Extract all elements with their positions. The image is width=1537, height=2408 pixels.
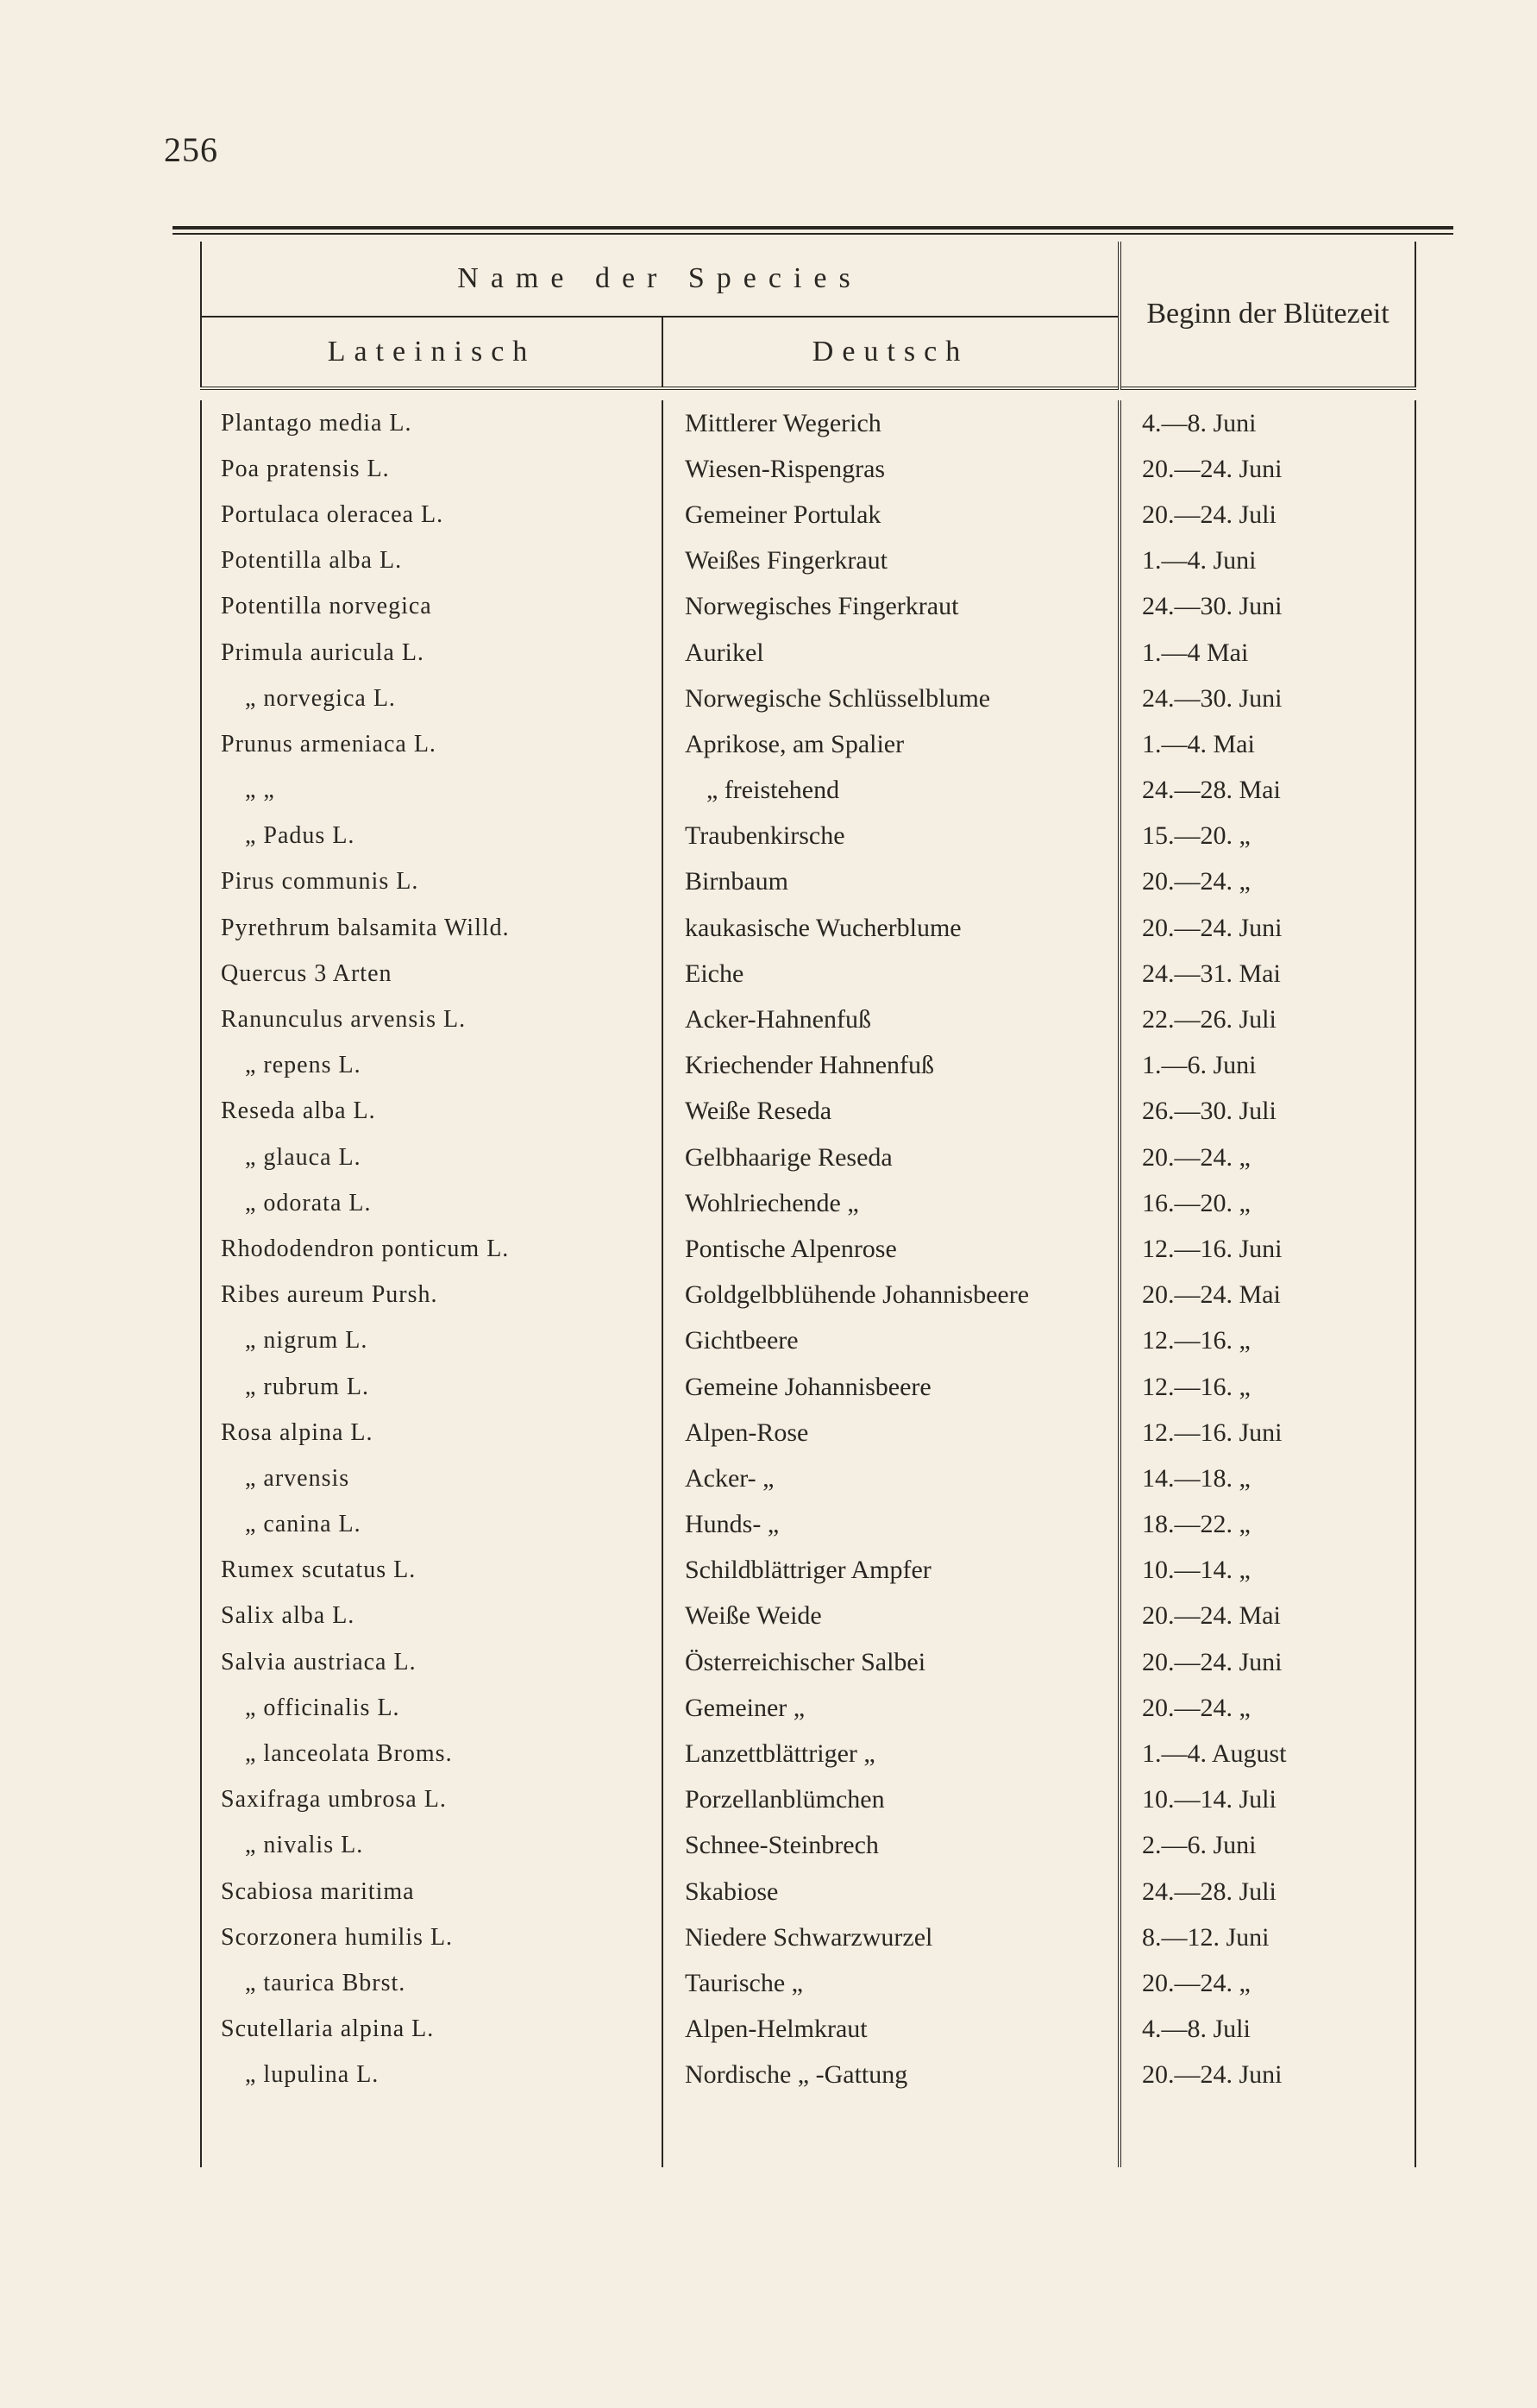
latin-name-cell: Rumex scutatus L.: [201, 1548, 662, 1594]
latin-name-cell: Potentilla alba L.: [201, 538, 662, 584]
latin-name-cell: Portulaca oleracea L.: [201, 492, 662, 538]
latin-name-cell: „ nivalis L.: [201, 1823, 662, 1869]
latin-name-cell: Saxifraga umbrosa L.: [201, 1777, 662, 1823]
bloom-date-cell: 12.—16. Juni: [1120, 1410, 1415, 1455]
german-name-cell: Wohlriechende „: [662, 1180, 1120, 1226]
table-row: [201, 1914, 1415, 1960]
bloom-date-cell: 20.—24. Juni: [1120, 2053, 1415, 2098]
bloom-date-cell: 12.—16. Juni: [1120, 1226, 1415, 1272]
german-name-cell: Lanzettblättriger „: [662, 1731, 1120, 1776]
table-row: [201, 1135, 1415, 1180]
bloom-date-cell: 12.—16. „: [1120, 1318, 1415, 1364]
table-row: [201, 584, 1415, 630]
page-number: 256: [164, 130, 218, 169]
german-name-cell: Schnee-Steinbrech: [662, 1823, 1120, 1869]
table-row: [201, 1869, 1415, 1914]
german-name-cell: Gelbhaarige Reseda: [662, 1135, 1120, 1180]
latin-name-cell: „ officinalis L.: [201, 1685, 662, 1731]
header-name-of-species: Name der Species: [201, 242, 1120, 317]
german-name-cell: Gemeiner Portulak: [662, 492, 1120, 538]
german-name-cell: Eiche: [662, 951, 1120, 997]
bloom-date-cell: 22.—26. Juli: [1120, 997, 1415, 1042]
german-name-cell: Mittlerer Wegerich: [662, 400, 1120, 446]
species-table: [200, 242, 1416, 2167]
table-row: [201, 538, 1415, 584]
german-name-cell: Gemeiner „: [662, 1685, 1120, 1731]
latin-name-cell: Rosa alpina L.: [201, 1410, 662, 1455]
bloom-date-cell: 24.—28. Mai: [1120, 768, 1415, 814]
german-name-cell: Kriechender Hahnenfuß: [662, 1043, 1120, 1089]
latin-name-cell: Scutellaria alpina L.: [201, 2007, 662, 2053]
bloom-date-cell: 20.—24. Juni: [1120, 446, 1415, 492]
bloom-date-cell: 8.—12. Juni: [1120, 1914, 1415, 1960]
latin-name-cell: „ repens L.: [201, 1043, 662, 1089]
latin-name-cell: „ odorata L.: [201, 1180, 662, 1226]
table-bottom-spacer: [201, 2098, 1415, 2167]
latin-name-cell: „ Padus L.: [201, 814, 662, 859]
bloom-date-cell: 1.—4 Mai: [1120, 630, 1415, 676]
german-name-cell: Skabiose: [662, 1869, 1120, 1914]
latin-name-cell: Primula auricula L.: [201, 630, 662, 676]
german-name-cell: Österreichischer Salbei: [662, 1639, 1120, 1685]
bloom-date-cell: 4.—8. Juni: [1120, 400, 1415, 446]
latin-name-cell: „ glauca L.: [201, 1135, 662, 1180]
header-german: Deutsch: [662, 317, 1120, 388]
latin-name-cell: „ „: [201, 768, 662, 814]
german-name-cell: Acker-Hahnenfuß: [662, 997, 1120, 1042]
latin-name-cell: Reseda alba L.: [201, 1089, 662, 1135]
bloom-date-cell: 20.—24. Juni: [1120, 905, 1415, 951]
bloom-date-cell: 1.—4. Juni: [1120, 538, 1415, 584]
latin-name-cell: „ rubrum L.: [201, 1364, 662, 1410]
german-name-cell: Traubenkirsche: [662, 814, 1120, 859]
german-name-cell: Taurische „: [662, 1960, 1120, 2006]
german-name-cell: Gemeine Johannisbeere: [662, 1364, 1120, 1410]
bloom-date-cell: 20.—24. „: [1120, 1135, 1415, 1180]
bloom-date-cell: 24.—30. Juni: [1120, 676, 1415, 721]
table-row: [201, 859, 1415, 905]
header-latin: Lateinisch: [201, 317, 662, 388]
latin-name-cell: Prunus armeniaca L.: [201, 721, 662, 767]
table-row: [201, 1685, 1415, 1731]
german-name-cell: Aurikel: [662, 630, 1120, 676]
german-name-cell: Niedere Schwarzwurzel: [662, 1914, 1120, 1960]
latin-name-cell: Quercus 3 Arten: [201, 951, 662, 997]
table-row: [201, 1410, 1415, 1455]
bloom-date-cell: 10.—14. „: [1120, 1548, 1415, 1594]
table-row: [201, 1823, 1415, 1869]
latin-name-cell: Poa pratensis L.: [201, 446, 662, 492]
bloom-date-cell: 20.—24. Mai: [1120, 1594, 1415, 1639]
table-row: [201, 1502, 1415, 1548]
bloom-date-cell: 15.—20. „: [1120, 814, 1415, 859]
german-name-cell: Birnbaum: [662, 859, 1120, 905]
latin-name-cell: Scorzonera humilis L.: [201, 1914, 662, 1960]
german-name-cell: Weiße Reseda: [662, 1089, 1120, 1135]
table-row: [201, 492, 1415, 538]
latin-name-cell: Ribes aureum Pursh.: [201, 1273, 662, 1318]
bloom-date-cell: 18.—22. „: [1120, 1502, 1415, 1548]
german-name-cell: Hunds- „: [662, 1502, 1120, 1548]
bloom-date-cell: 14.—18. „: [1120, 1455, 1415, 1501]
bloom-date-cell: 20.—24. Mai: [1120, 1273, 1415, 1318]
german-name-cell: Alpen-Rose: [662, 1410, 1120, 1455]
german-name-cell: Pontische Alpenrose: [662, 1226, 1120, 1272]
species-rows: [201, 400, 1415, 2167]
table-row: [201, 1639, 1415, 1685]
bloom-date-cell: 20.—24. Juli: [1120, 492, 1415, 538]
table-row: [201, 1273, 1415, 1318]
top-rule: [173, 226, 1453, 235]
german-name-cell: Porzellanblümchen: [662, 1777, 1120, 1823]
bloom-date-cell: 12.—16. „: [1120, 1364, 1415, 1410]
bloom-date-cell: 1.—4. August: [1120, 1731, 1415, 1776]
latin-name-cell: Potentilla norvegica: [201, 584, 662, 630]
table-row: [201, 1960, 1415, 2006]
latin-name-cell: Plantago media L.: [201, 400, 662, 446]
german-name-cell: „ freistehend: [662, 768, 1120, 814]
bloom-date-cell: 20.—24. „: [1120, 1685, 1415, 1731]
latin-name-cell: „ arvensis: [201, 1455, 662, 1501]
german-name-cell: Weiße Weide: [662, 1594, 1120, 1639]
german-name-cell: Norwegische Schlüsselblume: [662, 676, 1120, 721]
latin-name-cell: Salvia austriaca L.: [201, 1639, 662, 1685]
latin-name-cell: „ taurica Bbrst.: [201, 1960, 662, 2006]
latin-name-cell: Scabiosa maritima: [201, 1869, 662, 1914]
bloom-date-cell: 2.—6. Juni: [1120, 1823, 1415, 1869]
german-name-cell: Alpen-Helmkraut: [662, 2007, 1120, 2053]
table-row: [201, 1455, 1415, 1501]
latin-name-cell: Salix alba L.: [201, 1594, 662, 1639]
table-row: [201, 1043, 1415, 1089]
latin-name-cell: Rhododendron ponticum L.: [201, 1226, 662, 1272]
table-row: [201, 630, 1415, 676]
german-name-cell: kaukasische Wucherblume: [662, 905, 1120, 951]
german-name-cell: Norwegisches Fingerkraut: [662, 584, 1120, 630]
german-name-cell: Goldgelbblühende Johannisbeere: [662, 1273, 1120, 1318]
german-name-cell: Schildblättriger Ampfer: [662, 1548, 1120, 1594]
bloom-date-cell: 20.—24. „: [1120, 1960, 1415, 2006]
table-row: [201, 1180, 1415, 1226]
table-row: [201, 2053, 1415, 2098]
german-name-cell: Wiesen-Rispengras: [662, 446, 1120, 492]
table-row: [201, 1731, 1415, 1776]
latin-name-cell: „ canina L.: [201, 1502, 662, 1548]
bloom-date-cell: 1.—4. Mai: [1120, 721, 1415, 767]
table-row: [201, 1777, 1415, 1823]
bloom-date-cell: 16.—20. „: [1120, 1180, 1415, 1226]
latin-name-cell: „ nigrum L.: [201, 1318, 662, 1364]
bloom-date-cell: 10.—14. Juli: [1120, 1777, 1415, 1823]
latin-name-cell: Pyrethrum balsamita Willd.: [201, 905, 662, 951]
table-row: [201, 1226, 1415, 1272]
table-row: [201, 721, 1415, 767]
bloom-date-cell: 1.—6. Juni: [1120, 1043, 1415, 1089]
latin-name-cell: Ranunculus arvensis L.: [201, 997, 662, 1042]
german-name-cell: Weißes Fingerkraut: [662, 538, 1120, 584]
latin-name-cell: Pirus communis L.: [201, 859, 662, 905]
bloom-date-cell: 4.—8. Juli: [1120, 2007, 1415, 2053]
latin-name-cell: „ norvegica L.: [201, 676, 662, 721]
table-row: [201, 446, 1415, 492]
table-row: [201, 997, 1415, 1042]
bloom-date-cell: 26.—30. Juli: [1120, 1089, 1415, 1135]
german-name-cell: Aprikose, am Spalier: [662, 721, 1120, 767]
table-row: [201, 2007, 1415, 2053]
table-row: [201, 676, 1415, 721]
bloom-date-cell: 24.—30. Juni: [1120, 584, 1415, 630]
table-row: [201, 951, 1415, 997]
german-name-cell: Nordische „ -Gattung: [662, 2053, 1120, 2098]
table-row: [201, 1089, 1415, 1135]
table-row: [201, 814, 1415, 859]
german-name-cell: Gichtbeere: [662, 1318, 1120, 1364]
table-row: [201, 905, 1415, 951]
table-row: [201, 400, 1415, 446]
bloom-date-cell: 20.—24. Juni: [1120, 1639, 1415, 1685]
latin-name-cell: „ lanceolata Broms.: [201, 1731, 662, 1776]
bloom-date-cell: 20.—24. „: [1120, 859, 1415, 905]
table-row: [201, 1318, 1415, 1364]
table-row: [201, 1548, 1415, 1594]
bloom-date-cell: 24.—31. Mai: [1120, 951, 1415, 997]
german-name-cell: Acker- „: [662, 1455, 1120, 1501]
latin-name-cell: „ lupulina L.: [201, 2053, 662, 2098]
table-row: [201, 768, 1415, 814]
table-row: [201, 1594, 1415, 1639]
table-row: [201, 1364, 1415, 1410]
bloom-date-cell: 24.—28. Juli: [1120, 1869, 1415, 1914]
header-bloom-start: Beginn der Blütezeit: [1120, 242, 1415, 388]
